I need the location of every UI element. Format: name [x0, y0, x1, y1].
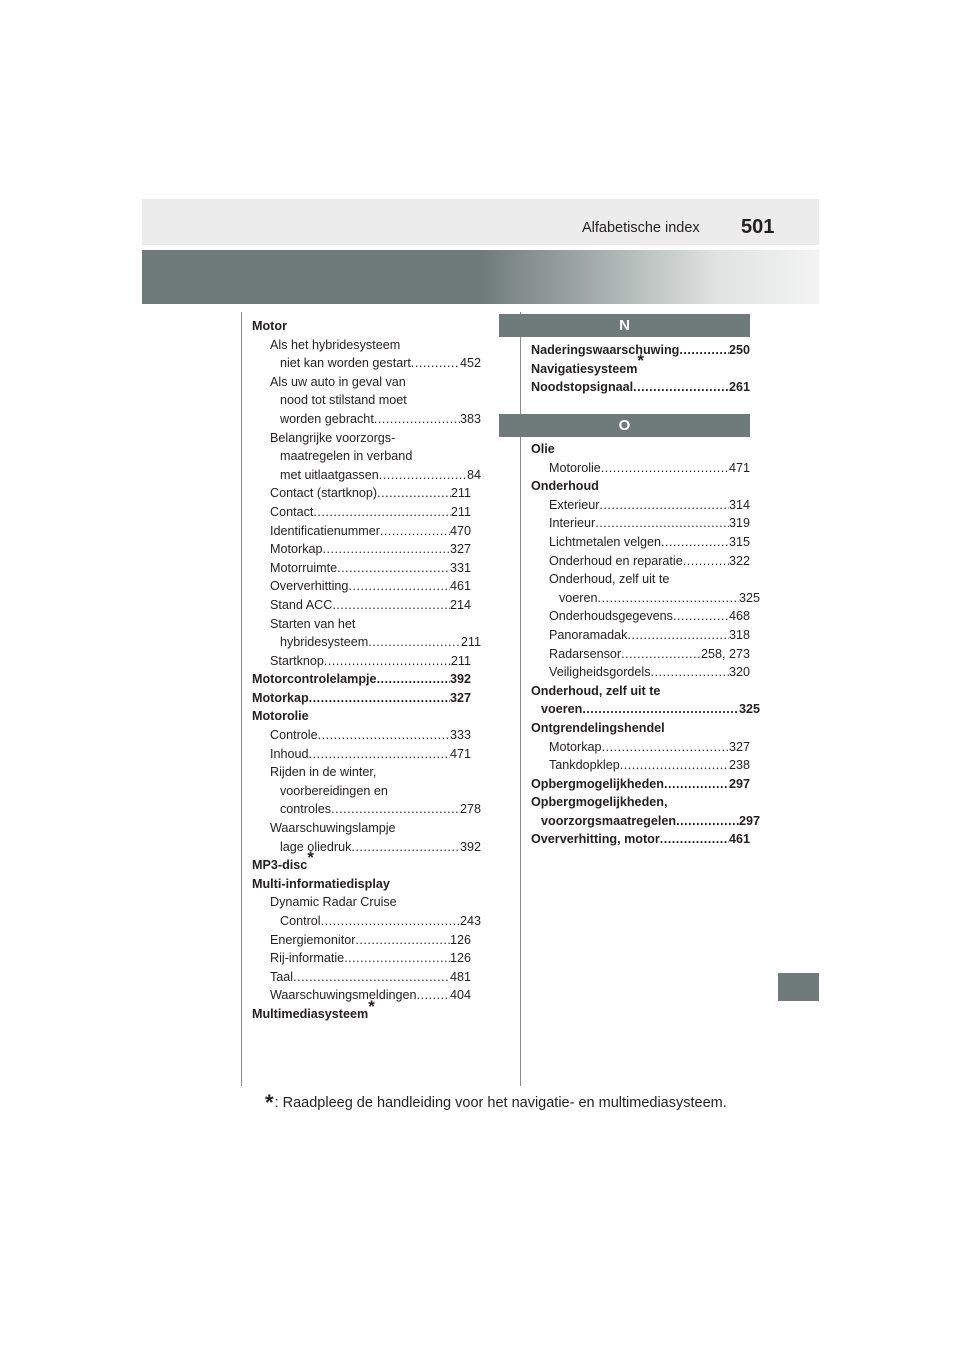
index-subentry: Panoramadak ..... 318: [531, 626, 750, 645]
index-entry: Onderhoud, zelf uit te voeren ..... 325: [531, 682, 750, 719]
index-subentry: Rij-informatie ..... 126: [252, 949, 471, 968]
index-subentry: Motorolie ..... 471: [531, 459, 750, 478]
index-entry: Naderingswaarschuwing ..... 250: [531, 341, 750, 360]
index-column-right-o: [531, 440, 760, 849]
index-entry: Opbergmogelijkheden, voorzorgsmaatregelen ..... 297: [531, 793, 750, 830]
index-column-left: [252, 317, 481, 1024]
index-entry: Noodstopsignaal ..... 261: [531, 378, 750, 397]
chapter-tab: [778, 973, 819, 1001]
footnote-star: *: [307, 848, 314, 868]
footnote-star: *: [637, 351, 645, 371]
index-entry: Multi-informatiedisplay: [252, 876, 390, 891]
index-subentry: Motorkap ..... 327: [252, 540, 471, 559]
index-entry: Motorolie: [252, 709, 309, 724]
index-subentry: Als uw auto in geval van nood tot stilstand moet worden gebracht ..... 383: [252, 373, 471, 429]
index-subentry: Identificatienummer ..... 470: [252, 522, 471, 541]
index-entry: Motorcontrolelampje ..... 392: [252, 670, 471, 689]
index-entry: Oververhitting, motor ..... 461: [531, 830, 750, 849]
index-entry: Navigatiesysteem*: [531, 351, 645, 376]
section-header-o: O: [499, 414, 750, 437]
index-subentry: Interieur ..... 319: [531, 514, 750, 533]
page-number: 501: [741, 216, 775, 238]
index-entry: Multimediasysteem*: [252, 996, 375, 1021]
footnote-text: : Raadpleeg de handleiding voor het navigatie- en multimediasysteem.: [274, 1095, 727, 1111]
index-entry: MP3-disc*: [252, 848, 314, 873]
index-subentry: Onderhoudsgegevens ..... 468: [531, 607, 750, 626]
index-subentry: Exterieur ..... 314: [531, 496, 750, 515]
index-subentry: Rijden in de winter, voorbereidingen en controles ..... 278: [252, 763, 471, 819]
index-subentry: Tankdopklep ..... 238: [531, 756, 750, 775]
index-subentry: Taal ..... 481: [252, 968, 471, 987]
index-subentry: Startknop ..... 211: [252, 652, 471, 671]
index-subentry: Waarschuwingslampje lage oliedruk ..... 392: [252, 819, 471, 856]
index-subentry: Controle ..... 333: [252, 726, 471, 745]
index-entry: Olie: [531, 442, 555, 456]
index-entry: Onderhoud: [531, 479, 599, 494]
header-title: Alfabetische index: [582, 220, 700, 236]
index-subentry: Oververhitting ..... 461: [252, 577, 471, 596]
index-subentry: Dynamic Radar Cruise Control ..... 243: [252, 893, 471, 930]
footnote: [265, 1087, 727, 1113]
index-subentry: Contact (startknop) ..... 211: [252, 484, 471, 503]
index-subentry: Waarschuwingsmeldingen ..... 404: [252, 986, 471, 1005]
index-subentry: Radarsensor ..... 258, 273: [531, 645, 750, 664]
index-subentry: Stand ACC ..... 214: [252, 596, 471, 615]
section-header-n: N: [499, 314, 750, 337]
index-subentry: Inhoud ..... 471: [252, 745, 471, 764]
index-column-right-n: [531, 341, 750, 397]
gradient-band: [142, 250, 819, 304]
index-entry: Motor: [252, 319, 287, 333]
index-subentry: Onderhoud en reparatie ..... 322: [531, 552, 750, 571]
index-subentry: Energiemonitor ..... 126: [252, 931, 471, 950]
index-subentry: Motorkap ..... 327: [531, 738, 750, 757]
index-subentry: Veiligheidsgordels ..... 320: [531, 663, 750, 682]
footnote-star: *: [368, 996, 375, 1016]
index-subentry: Belangrijke voorzorgs- maatregelen in verband met uitlaatgassen ..... 84: [252, 429, 471, 485]
index-subentry: Contact ..... 211: [252, 503, 471, 522]
index-entry: Motorkap ..... 327: [252, 689, 471, 708]
header-band: [142, 199, 819, 245]
index-subentry: Onderhoud, zelf uit te voeren ..... 325: [531, 570, 750, 607]
left-divider: [241, 312, 242, 1086]
index-subentry: Lichtmetalen velgen ..... 315: [531, 533, 750, 552]
index-subentry: Starten van het hybridesysteem ..... 211: [252, 615, 471, 652]
index-subentry: Als het hybridesysteem niet kan worden gestart ..... 452: [252, 336, 471, 373]
index-entry: Ontgrendelingshendel: [531, 720, 665, 735]
index-entry: Opbergmogelijkheden ..... 297: [531, 775, 750, 794]
footnote-star: *: [265, 1090, 274, 1115]
index-subentry: Motorruimte ..... 331: [252, 559, 471, 578]
